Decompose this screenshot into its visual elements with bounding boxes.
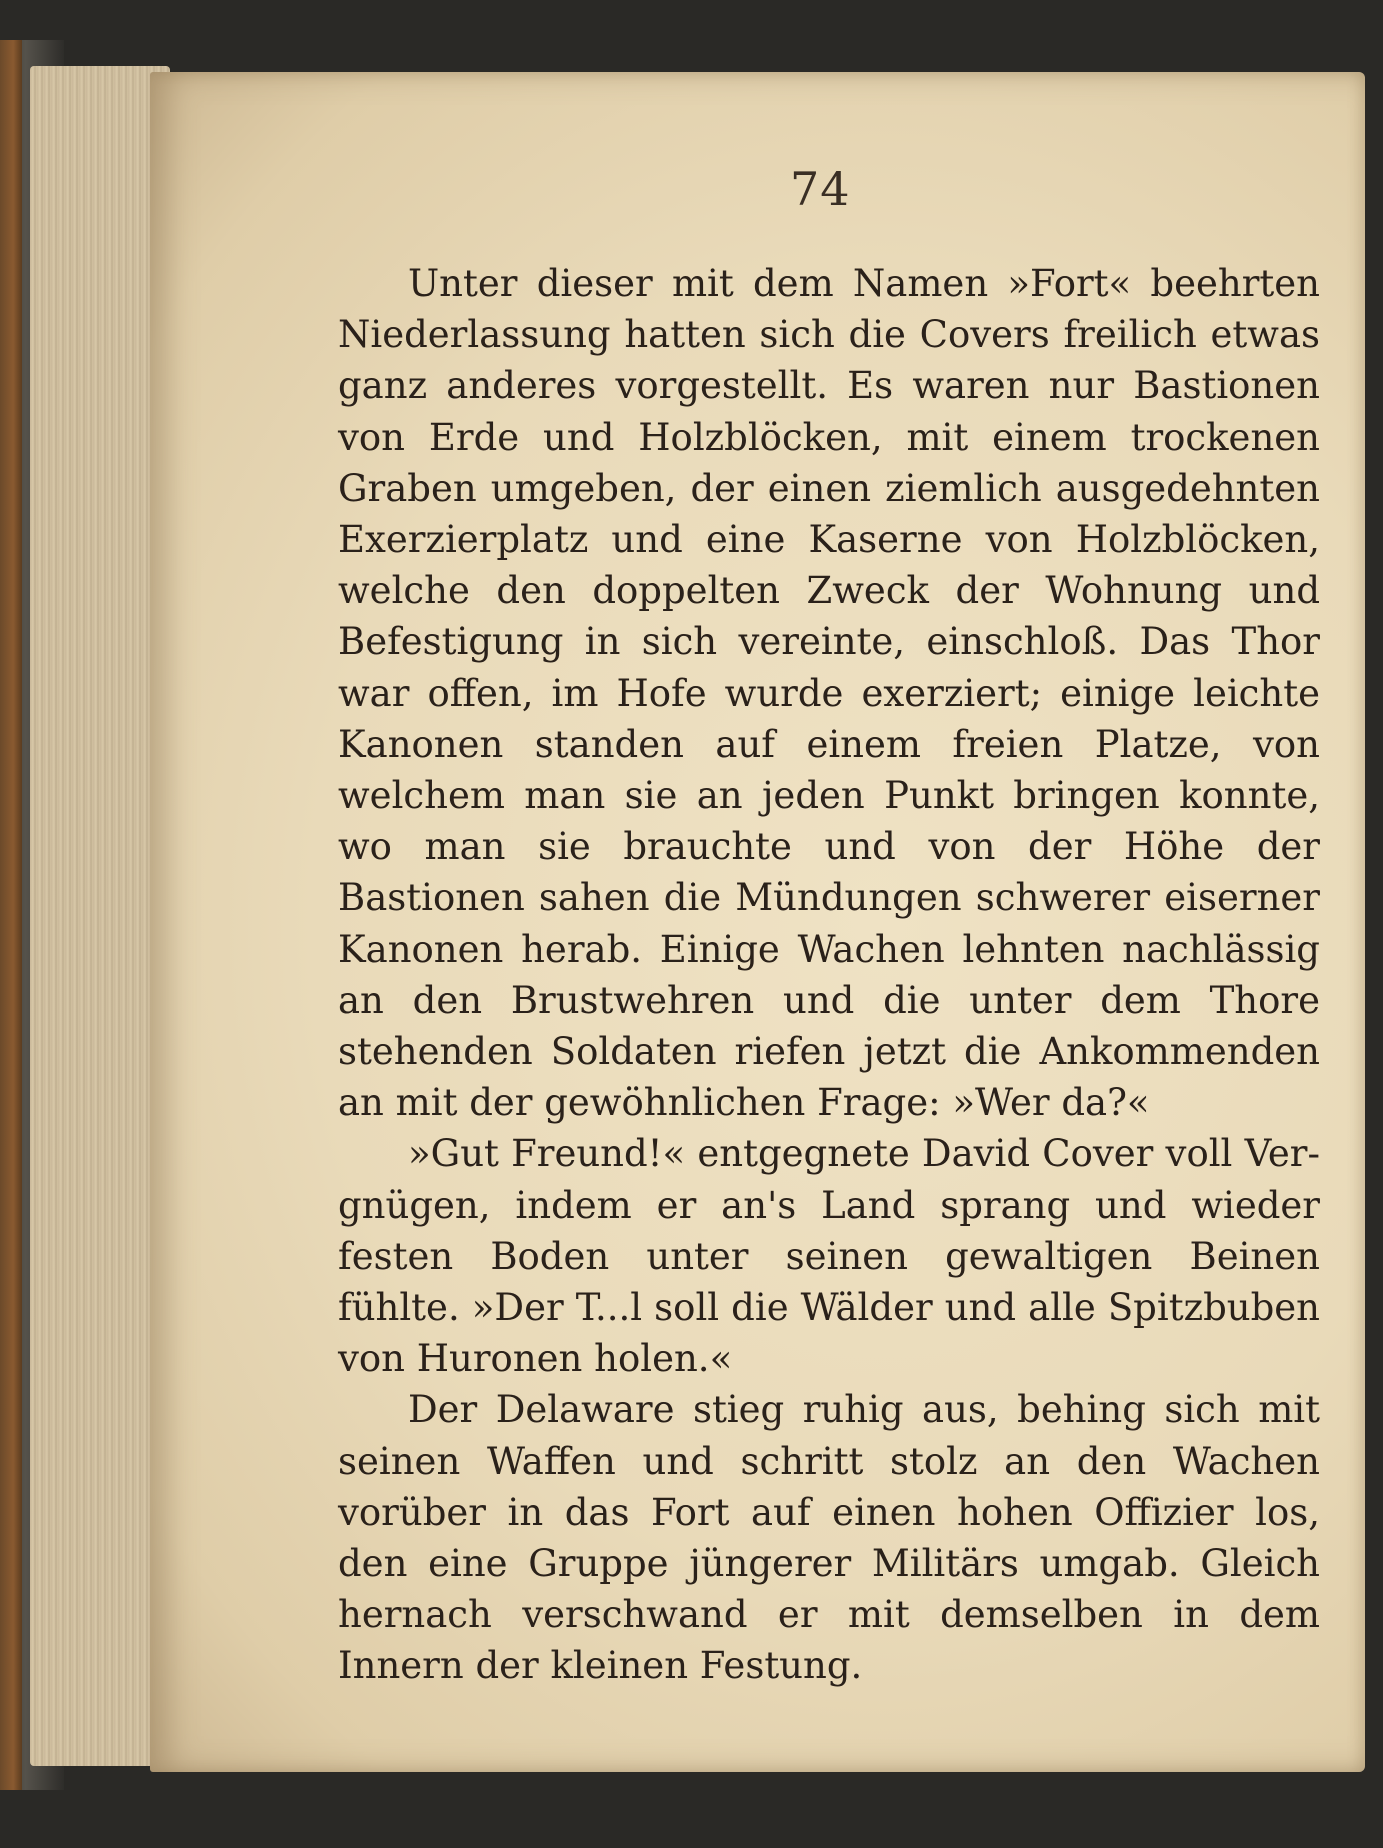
paragraph-2: »Gut Freund!« entgegnete David Cover voll Vergnügen, indem er an's Land sprang und wieder festen Boden unter seinen gewaltigen Beinen fühlte. »Der T...l soll die Wälder und alle Spitzbuben von Huronen holen.« [338, 1132, 1320, 1381]
paragraph-3: Der Delaware stieg ruhig aus, behing sich mit seinen Waffen und schritt stolz an den Wachen vorüber in das Fort auf einen hohen Offizier los, den eine Gruppe jüngerer Militärs umgab. Gleich hernach verschwand er mit demselben in dem Innern der kleinen Festung. [338, 1388, 1320, 1688]
book-cover-edge [0, 40, 22, 1790]
page-stack [30, 66, 170, 1766]
paragraph-1: Unter dieser mit dem Namen »Fort« beehrten Niederlassung hatten sich die Covers freilich etwas ganz anderes vorgestellt. Es waren nur Bastionen von Erde und Holzblöcken, mit einem trockenen Graben umgeben, der einen ziemlich ausgedehnten Exerzierplatz und eine Kaserne von Holzblöcken, welche den doppelten Zweck der Wohnung und Befestigung in sich vereinte, einschloß. Das Thor war offen, im Hofe wurde exerziert; einige leichte Kanonen standen auf einem freien Platze, von welchem man sie an jeden Punkt bringen konnte, wo man sie brauchte und von der Höhe der Bastionen sahen die Mündungen schwerer eiserner Kanonen herab. Einige Wachen lehnten nachlässig an den Brustwehren und die unter dem Thore stehenden Soldaten riefen jetzt die Ankommenden an mit der gewöhnlichen Frage: »Wer da?« [338, 262, 1320, 1125]
body-text [338, 258, 1320, 1692]
page-number: 74 [790, 162, 851, 216]
